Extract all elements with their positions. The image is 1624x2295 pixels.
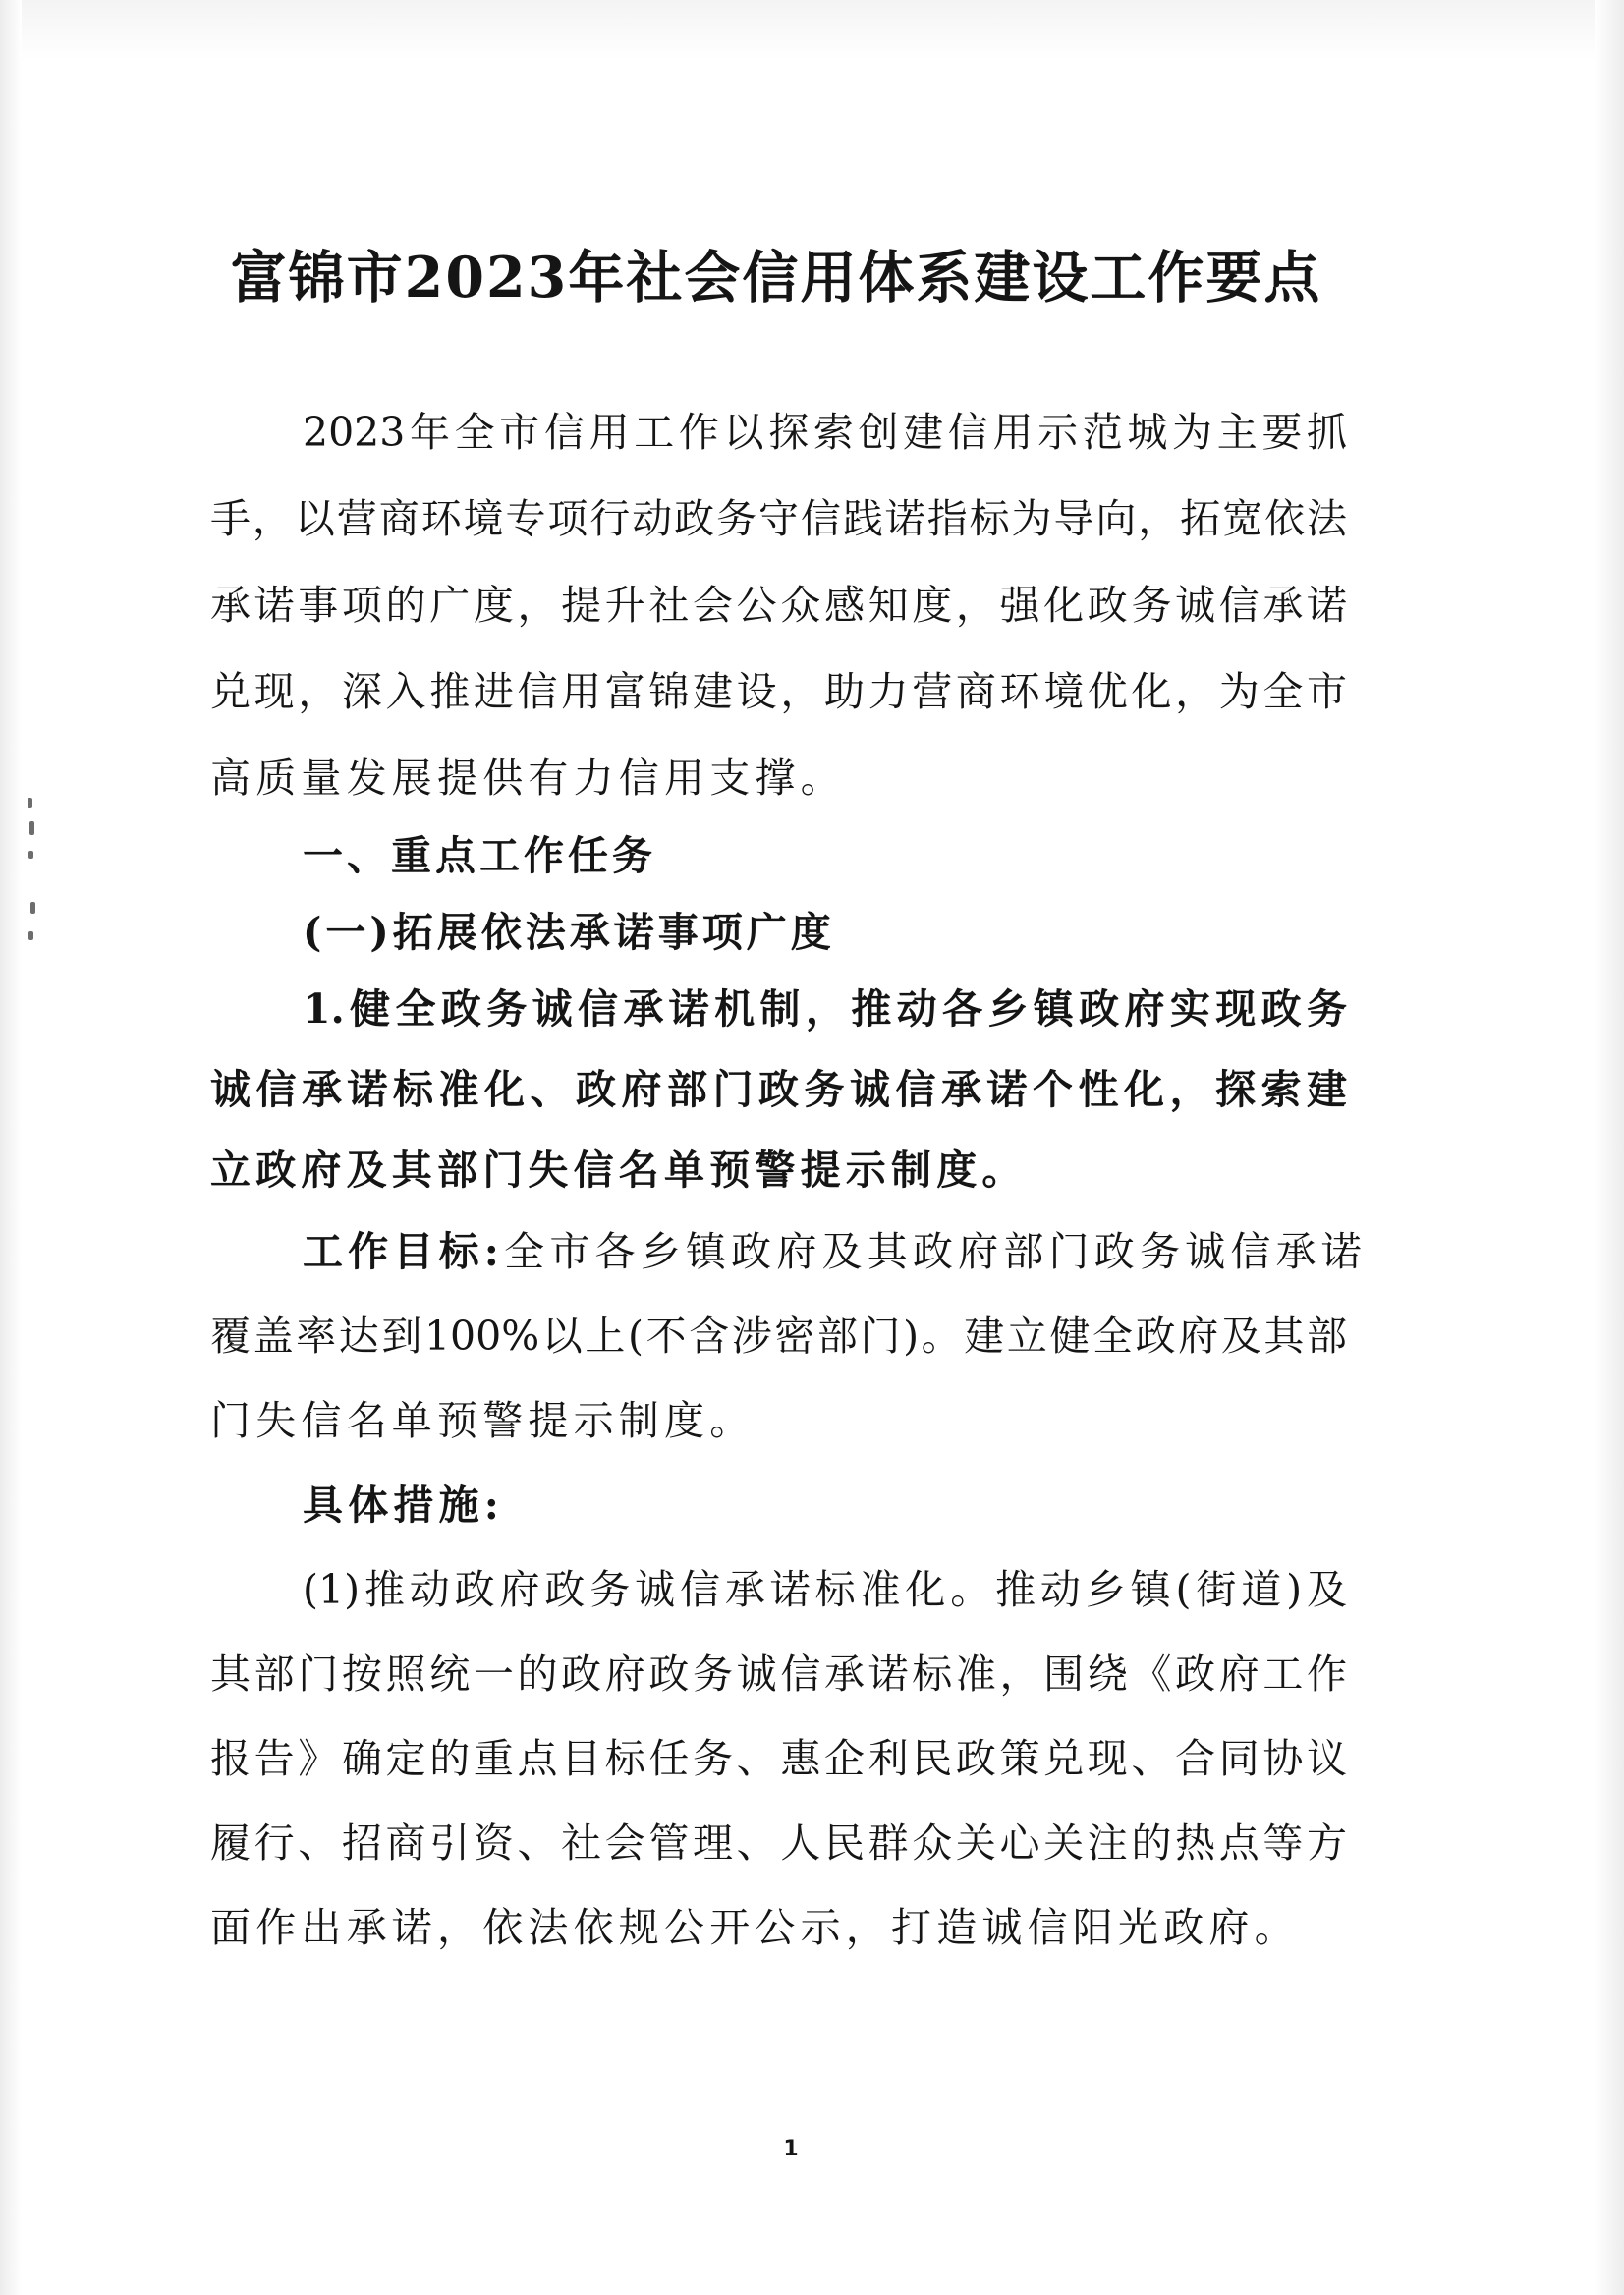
scan-shadow-top bbox=[0, 0, 1624, 61]
measures-label: 具体措施: bbox=[303, 1482, 505, 1529]
work-goal-line: 门失信名单预警提示制度。 bbox=[210, 1397, 756, 1444]
measure-line: 履行、招商引资、社会管理、人民群众关心关注的热点等方 bbox=[210, 1819, 1347, 1867]
measure-line: (1)推动政府政务诚信承诺标准化。推动乡镇(街道)及 bbox=[303, 1566, 1347, 1613]
task-item-line: 1.健全政务诚信承诺机制，推动各乡镇政府实现政务 bbox=[303, 985, 1347, 1033]
task-item-line: 诚信承诺标准化、政府部门政务诚信承诺个性化，探索建 bbox=[210, 1066, 1347, 1113]
binding-hole-mark bbox=[28, 851, 33, 859]
binding-hole-mark bbox=[29, 821, 34, 835]
document-title: 富锦市2023年社会信用体系建设工作要点 bbox=[230, 245, 1322, 310]
intro-line: 承诺事项的广度，提升社会公众感知度，强化政务诚信承诺 bbox=[210, 582, 1347, 629]
measure-line: 报告》确定的重点目标任务、惠企利民政策兑现、合同协议 bbox=[210, 1735, 1347, 1782]
section-heading: 一、重点工作任务 bbox=[303, 832, 656, 879]
page-number: 1 bbox=[783, 2137, 799, 2161]
measure-line: 其部门按照统一的政府政务诚信承诺标准，围绕《政府工作 bbox=[210, 1651, 1347, 1698]
work-goal-text: 全市各乡镇政府及其政府部门政务诚信承诺 bbox=[504, 1228, 1367, 1275]
intro-line: 2023年全市信用工作以探索创建信用示范城为主要抓 bbox=[303, 409, 1347, 456]
binding-hole-mark bbox=[28, 798, 32, 808]
measure-line: 面作出承诺，依法依规公开公示，打造诚信阳光政府。 bbox=[210, 1904, 1300, 1951]
work-goal-label: 工作目标: bbox=[303, 1228, 505, 1275]
subsection-heading: (一)拓展依法承诺事项广度 bbox=[303, 909, 835, 956]
intro-line: 高质量发展提供有力信用支撑。 bbox=[210, 755, 846, 802]
binding-hole-mark bbox=[28, 931, 33, 940]
scan-shadow-left bbox=[0, 0, 22, 2295]
work-goal-line: 覆盖率达到100%以上(不含涉密部门)。建立健全政府及其部 bbox=[210, 1313, 1347, 1360]
scan-shadow-right bbox=[1595, 0, 1624, 2295]
work-goal-line bbox=[303, 1226, 1367, 1277]
binding-hole-mark bbox=[30, 902, 35, 914]
task-item-line: 立政府及其部门失信名单预警提示制度。 bbox=[210, 1147, 1028, 1194]
intro-line: 手，以营商环境专项行动政务守信践诺指标为导向，拓宽依法 bbox=[210, 495, 1347, 542]
intro-line: 兑现，深入推进信用富锦建设，助力营商环境优化，为全市 bbox=[210, 668, 1347, 715]
